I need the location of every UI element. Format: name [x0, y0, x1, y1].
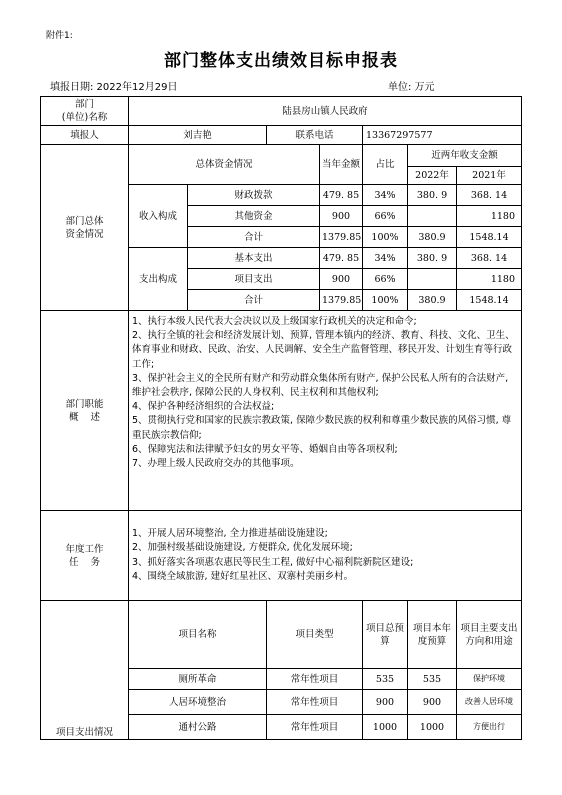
table-cell: 66%	[363, 206, 408, 227]
phone-value: 13367297577	[363, 126, 522, 145]
table-row-label: 基本支出	[188, 248, 320, 269]
table-cell: 368. 14	[457, 185, 522, 206]
unit-label: 单位: 万元	[388, 82, 435, 93]
table-cell: 380. 9	[408, 248, 457, 269]
expense-label: 支出构成	[129, 248, 188, 311]
table-cell: 900	[363, 690, 408, 715]
duties-label: 部门职能 概 述	[41, 311, 129, 511]
table-row-label: 通村公路	[129, 715, 267, 740]
table-cell: 1000	[363, 715, 408, 740]
dept-name-label: 部门 (单位)名称	[41, 97, 129, 126]
table-cell: 保护环境	[457, 669, 522, 690]
table-cell: 常年性项目	[267, 669, 363, 690]
table-cell: 1548.14	[457, 290, 522, 311]
duty-item: 3、保护社会主义的全民所有财产和劳动群众集体所有财产, 保护公民私人所有的合法财产, 维护社会秩序, 保障公民的人身权利、民主权利和其他权利;	[132, 372, 509, 399]
duty-item: 4、保护各种经济组织的合法权益;	[132, 401, 275, 413]
table-cell: 66%	[363, 269, 408, 290]
table-cell: 1180	[457, 206, 522, 227]
project-total-header: 项目总预算	[363, 601, 408, 669]
project-name-header: 项目名称	[129, 601, 267, 669]
table-cell: 900	[408, 690, 457, 715]
duty-item: 6、保障宪法和法律赋予妇女的男女平等、婚姻自由等各项权利;	[132, 443, 398, 455]
projects-section-label: 项目支出情况	[41, 601, 129, 740]
task-item: 3、抓好落实各项惠农惠民等民生工程, 做好中心福利院新院区建设;	[132, 556, 414, 568]
year-2022-header: 2022年	[408, 167, 457, 185]
table-cell: 常年性项目	[267, 690, 363, 715]
table-cell: 1180	[457, 269, 522, 290]
table-row-label: 人居环境整治	[129, 690, 267, 715]
table-row-label: 项目支出	[188, 269, 320, 290]
table-cell	[408, 269, 457, 290]
table-cell: 479. 85	[320, 248, 363, 269]
project-type-header: 项目类型	[267, 601, 363, 669]
recent-years-header: 近两年收支金额	[408, 145, 522, 167]
table-cell	[408, 206, 457, 227]
table-cell: 1548.14	[457, 227, 522, 248]
table-cell: 535	[363, 669, 408, 690]
table-row-label: 其他资金	[188, 206, 320, 227]
annual-tasks-text	[129, 511, 522, 601]
page-title: 部门整体支出绩效目标申报表	[164, 51, 398, 71]
table-cell: 100%	[363, 227, 408, 248]
table-cell: 900	[320, 206, 363, 227]
duty-item: 2、执行全镇的社会和经济发展计划、预算, 管理本镇内的经济、教育、科技、文化、卫生、体育事业和财政、民政、治安、人民调解、安全生产监督管理、移民开发、计划生育等行政工作;	[132, 330, 515, 370]
phone-label: 联系电话	[267, 126, 363, 145]
table-cell: 1379.85	[320, 227, 363, 248]
task-item: 2、加强村级基础设施建设, 方便群众, 优化发展环境;	[132, 542, 353, 554]
annual-tasks-label: 年度工作 任 务	[41, 511, 129, 601]
table-cell: 1379.85	[320, 290, 363, 311]
table-cell: 535	[408, 669, 457, 690]
project-year-header: 项目本年度预算	[408, 601, 457, 669]
table-cell: 380. 9	[408, 185, 457, 206]
table-cell: 100%	[363, 290, 408, 311]
ratio-header: 占比	[363, 145, 408, 185]
filler-value: 刘吉艳	[129, 126, 267, 145]
attachment-label: 附件1:	[46, 31, 73, 41]
filler-label: 填报人	[41, 126, 129, 145]
project-use-header: 项目主要支出方向和用途	[457, 601, 522, 669]
table-cell: 常年性项目	[267, 715, 363, 740]
table-row-label: 厕所革命	[129, 669, 267, 690]
table-cell: 900	[320, 269, 363, 290]
table-cell: 34%	[363, 185, 408, 206]
performance-table	[40, 96, 522, 740]
table-cell: 479. 85	[320, 185, 363, 206]
fill-date: 填报日期: 2022年12月29日	[50, 82, 178, 93]
table-row-label: 财政拨款	[188, 185, 320, 206]
table-cell: 380.9	[408, 290, 457, 311]
year-2021-header: 2021年	[457, 167, 522, 185]
task-item: 1、开展人居环境整治, 全力推进基础设施建设;	[132, 528, 328, 540]
table-cell: 方便出行	[457, 715, 522, 740]
task-item: 4、围绕全域旅游, 建好红星社区、双寨村美丽乡村。	[132, 570, 354, 582]
duty-item: 7、办理上级人民政府交办的其他事项。	[132, 458, 300, 470]
table-row-label: 合计	[188, 290, 320, 311]
table-cell: 1000	[408, 715, 457, 740]
duty-item: 5、贯彻执行党和国家的民族宗教政策, 保障少数民族的权利和尊重少数民族的风俗习惯, 尊重民族宗教信仰;	[132, 415, 512, 441]
current-amount-header: 当年金额	[320, 145, 363, 185]
income-label: 收入构成	[129, 185, 188, 248]
table-cell: 34%	[363, 248, 408, 269]
table-cell: 改善人居环境	[457, 690, 522, 715]
duties-text	[129, 311, 522, 511]
dept-name-value: 陆县房山镇人民政府	[129, 97, 522, 126]
overall-funds-header: 总体资金情况	[129, 145, 320, 185]
funds-section-label: 部门总体 资金情况	[41, 145, 129, 311]
table-cell: 380.9	[408, 227, 457, 248]
table-row-label: 合计	[188, 227, 320, 248]
table-cell: 368. 14	[457, 248, 522, 269]
duty-item: 1、执行本级人民代表大会决议以及上级国家行政机关的决定和命令;	[132, 316, 417, 327]
